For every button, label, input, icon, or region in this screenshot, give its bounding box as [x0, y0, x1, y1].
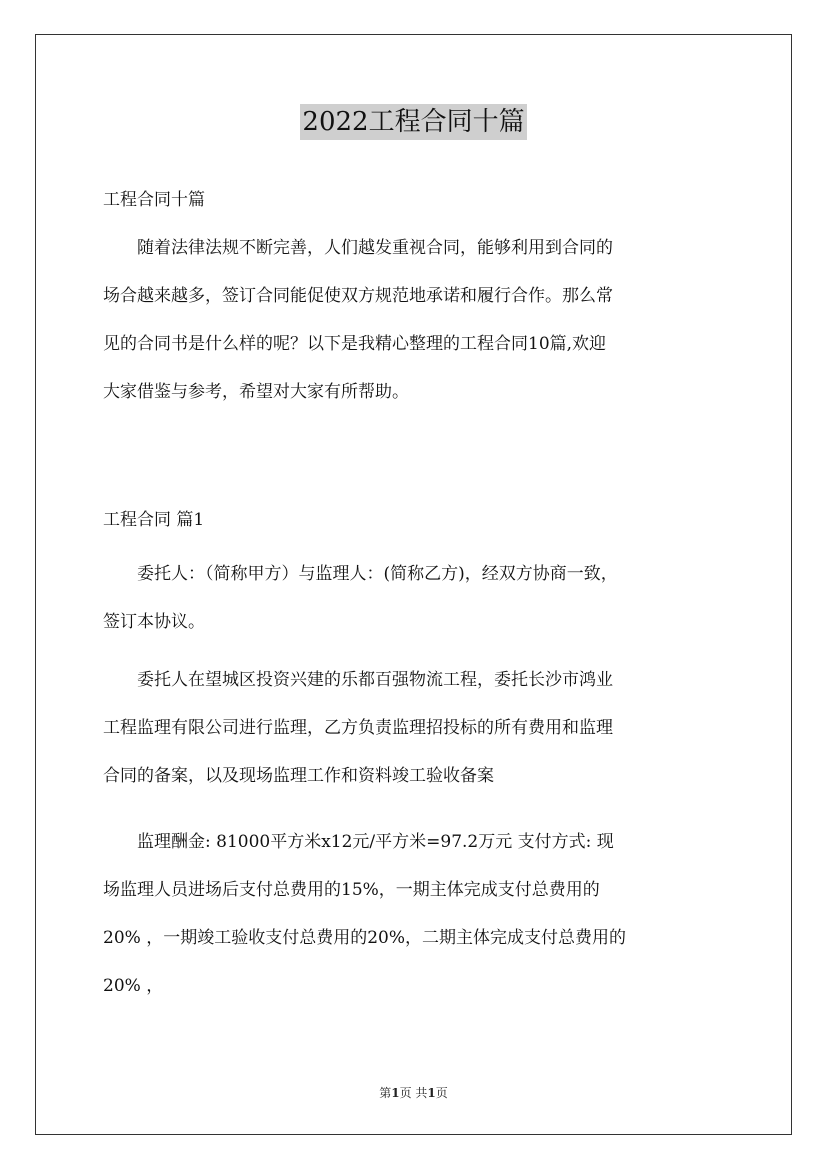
section1-p2-line: 委托人在望城区投资兴建的乐都百强物流工程，委托长沙市鸿业	[103, 670, 613, 690]
section1-paragraph-1	[103, 550, 731, 646]
footer-page-total: 1	[427, 1086, 436, 1100]
footer-page-mid: 页 共	[399, 1086, 428, 1100]
section1-heading	[103, 496, 731, 544]
section1-paragraph-3	[103, 818, 731, 1010]
document-title-wrap	[0, 104, 827, 140]
section1-p2-line: 合同的备案，以及现场监理工作和资料竣工验收备案	[103, 766, 494, 786]
section1-paragraph-2	[103, 656, 731, 800]
intro-line: 随着法律法规不断完善，人们越发重视合同，能够利用到合同的	[103, 238, 613, 258]
section1-heading-text: 工程合同 篇1	[103, 510, 205, 530]
section1-p3-line: 监理酬金: 81000平方米x12元/平方米=97.2万元 支付方式: 现	[103, 832, 614, 852]
section1-p1-line: 签订本协议。	[103, 612, 205, 632]
footer-page-suffix: 页	[435, 1086, 448, 1100]
section1-p3-line: 20% ，一期竣工验收支付总费用的20%，二期主体完成支付总费用的	[103, 928, 626, 948]
intro-line: 大家借鉴与参考，希望对大家有所帮助。	[103, 382, 409, 402]
section1-p1-line: 委托人：（简称甲方）与监理人：(简称乙方)，经双方协商一致，	[103, 564, 618, 584]
footer-page-prefix: 第	[379, 1086, 392, 1100]
section1-p2-line: 工程监理有限公司进行监理，乙方负责监理招投标的所有费用和监理	[103, 718, 613, 738]
intro-line: 见的合同书是什么样的呢？以下是我精心整理的工程合同10篇,欢迎	[103, 334, 607, 354]
section1-p3-line: 20% ，	[103, 976, 164, 996]
document-title: 2022工程合同十篇	[300, 104, 526, 140]
intro-line: 场合越来越多，签订合同能促使双方规范地承诺和履行合作。那么常	[103, 286, 613, 306]
subtitle	[103, 176, 731, 224]
footer-page-current: 1	[391, 1086, 400, 1100]
intro-paragraph	[103, 224, 731, 416]
page-footer	[0, 1084, 827, 1101]
subtitle-text: 工程合同十篇	[103, 190, 205, 210]
section1-p3-line: 场监理人员进场后支付总费用的15%，一期主体完成支付总费用的	[103, 880, 600, 900]
